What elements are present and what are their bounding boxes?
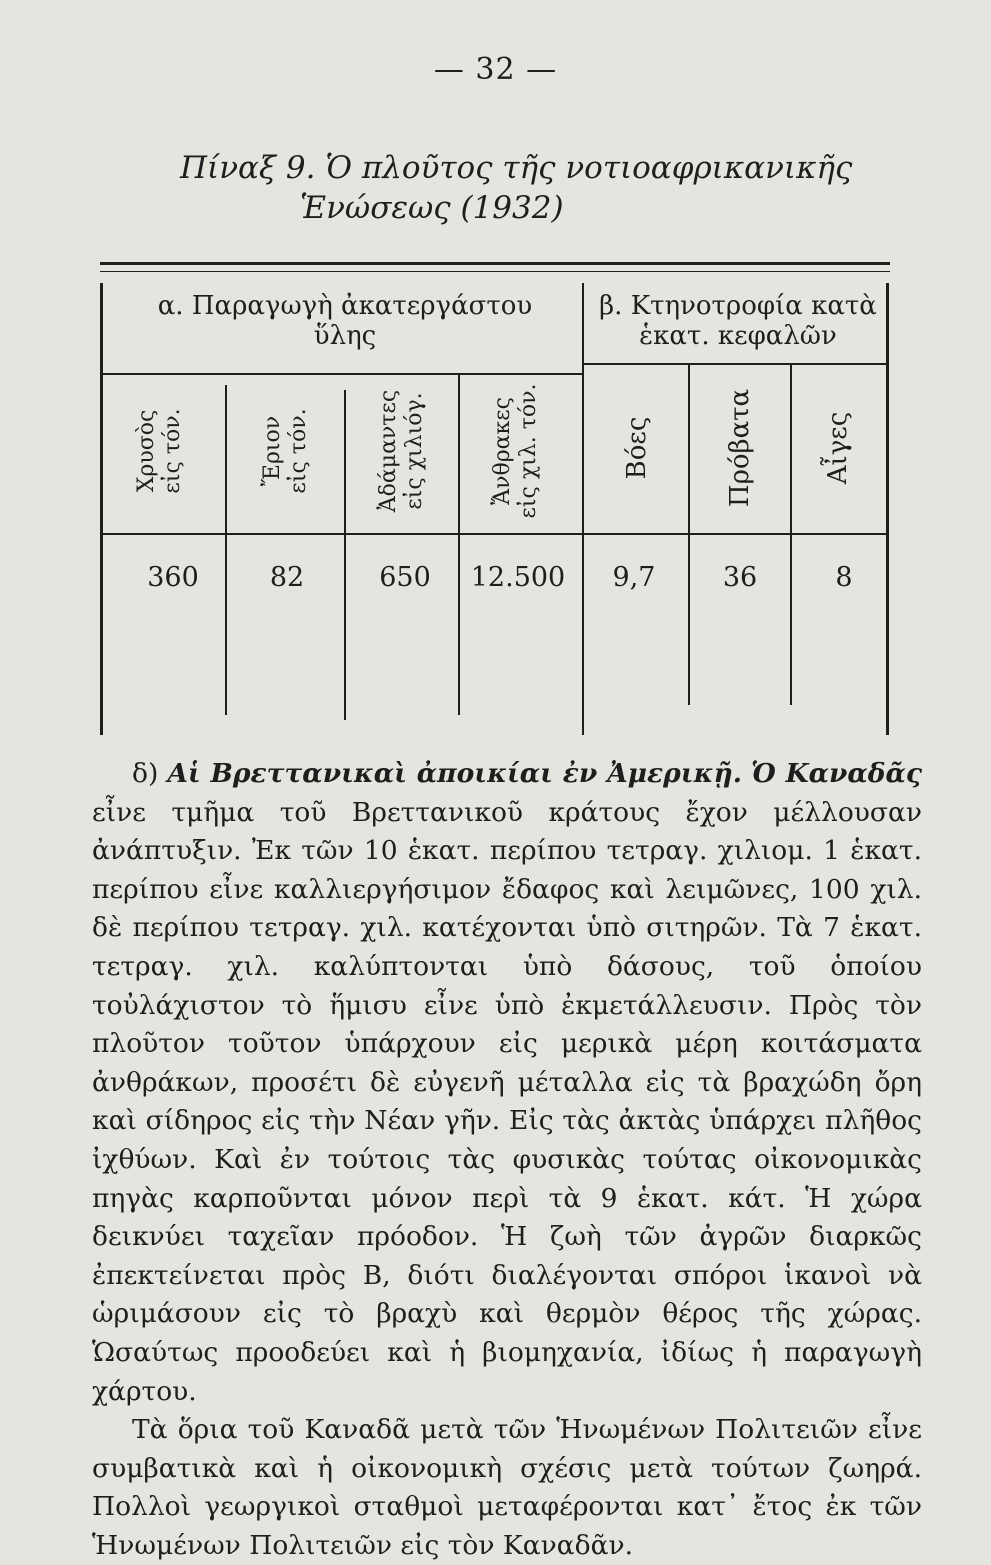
section-title: Αἱ Βρεττανικαὶ ἀποικίαι ἐν Ἀμερικῇ. — [167, 758, 742, 789]
table-title-line1: Πίναξ 9. Ὁ πλοῦτος τῆς νοτιοαφρικανικῆς — [180, 150, 853, 186]
table-title-line2: Ἑνώσεως (1932) — [300, 190, 564, 226]
column-header-coal: Ἄνθρακες εἰς χιλ. τόν. — [490, 383, 541, 519]
value-gold: 360 — [147, 562, 199, 593]
page-number: — 32 — — [433, 52, 558, 87]
body-text — [92, 755, 922, 1565]
column-header-sheep: Πρόβατα — [725, 388, 755, 508]
column-header-cattle: Βόες — [622, 416, 652, 480]
section-label: δ) — [132, 758, 159, 789]
value-goats: 8 — [835, 562, 853, 593]
value-sheep: 36 — [722, 562, 758, 593]
data-table — [100, 262, 890, 735]
column-header-wool: Ἔριον εἰς τόν. — [260, 408, 311, 494]
group-b-header: β. Κτηνοτροφία κατὰ ἑκατ. κεφαλῶν — [599, 291, 877, 351]
value-cattle: 9,7 — [612, 562, 656, 593]
paragraph-1-lead: Ὁ Καναδᾶς — [751, 758, 922, 789]
column-header-diamonds: Ἀδάμαντες εἰς χιλιόγ. — [376, 389, 427, 513]
paragraph-1 — [92, 755, 922, 1411]
value-diamonds: 650 — [379, 562, 431, 593]
column-header-gold: Χρυσὸς εἰς τόν. — [134, 408, 185, 494]
value-coal: 12.500 — [470, 562, 566, 593]
column-header-goats: Αἶγες — [823, 411, 853, 485]
paragraph-1-text: εἶνε τμῆμα τοῦ Βρεττανικοῦ κράτους ἔχον μέλλουσαν ἀνάπτυξιν. Ἐκ τῶν 10 ἑκατ. περίπου τετραγ. χιλιομ. 1 ἑκατ. περίπου εἶνε καλλιεργήσιμον ἔδαφος καὶ λειμῶνες, 100 χιλ. δὲ περίπου τετραγ. χιλ. κατέχονται ὑπὸ σιτηρῶν. Τὰ 7 ἑκατ. τετραγ. χιλ. καλύπτονται ὑπὸ δάσους, τοῦ ὁποίου τοὐλάχιστον τὸ ἥμισυ εἶνε ὑπὸ ἐκμετάλλευσιν. Πρὸς τὸν πλοῦτον τοῦτον ὑπάρχουν εἰς μερικὰ μέρη κοιτάσματα ἀνθράκων, προσέτι δὲ εὐγενῆ μέταλλα εἰς τὰ βραχώδη ὄρη καὶ σίδηρος εἰς τὴν Νέαν γῆν. Εἰς τὰς ἀκτὰς ὑπάρχει πλῆθος ἰχθύων. Καὶ ἐν τούτοις τὰς φυσικὰς τούτας οἰκονομικὰς πηγὰς καρποῦνται μόνον περὶ τὰ 9 ἑκατ. κάτ. Ἡ χώρα δεικνύει ταχεῖαν πρόοδον. Ἡ ζωὴ τῶν ἀγρῶν διαρκῶς ἐπεκτείνεται πρὸς Β, διότι διαλέγονται σπόροι ἱκανοὶ νὰ ὡριμάσουν εἰς τὸ βραχὺ καὶ θερμὸν θέρος τῆς χώρας. Ὡσαύτως προοδεύει καὶ ἡ βιομηχανία, ἰδίως ἡ παραγωγὴ χάρτου. — [92, 796, 922, 1407]
paragraph-2: Τὰ ὅρια τοῦ Καναδᾶ μετὰ τῶν Ἡνωμένων Πολιτειῶν εἶνε συμβατικὰ καὶ ἡ οἰκονομικὴ σχέσις μετὰ τούτων ζωηρά. Πολλοὶ γεωργικοὶ σταθμοὶ μεταφέρονται κατ᾿ ἔτος ἐκ τῶν Ἡνωμένων Πολιτειῶν εἰς τὸν Καναδᾶν. — [92, 1414, 922, 1561]
group-a-header: α. Παραγωγὴ ἀκατεργάστου ὕλης — [157, 291, 533, 351]
value-wool: 82 — [269, 562, 305, 593]
